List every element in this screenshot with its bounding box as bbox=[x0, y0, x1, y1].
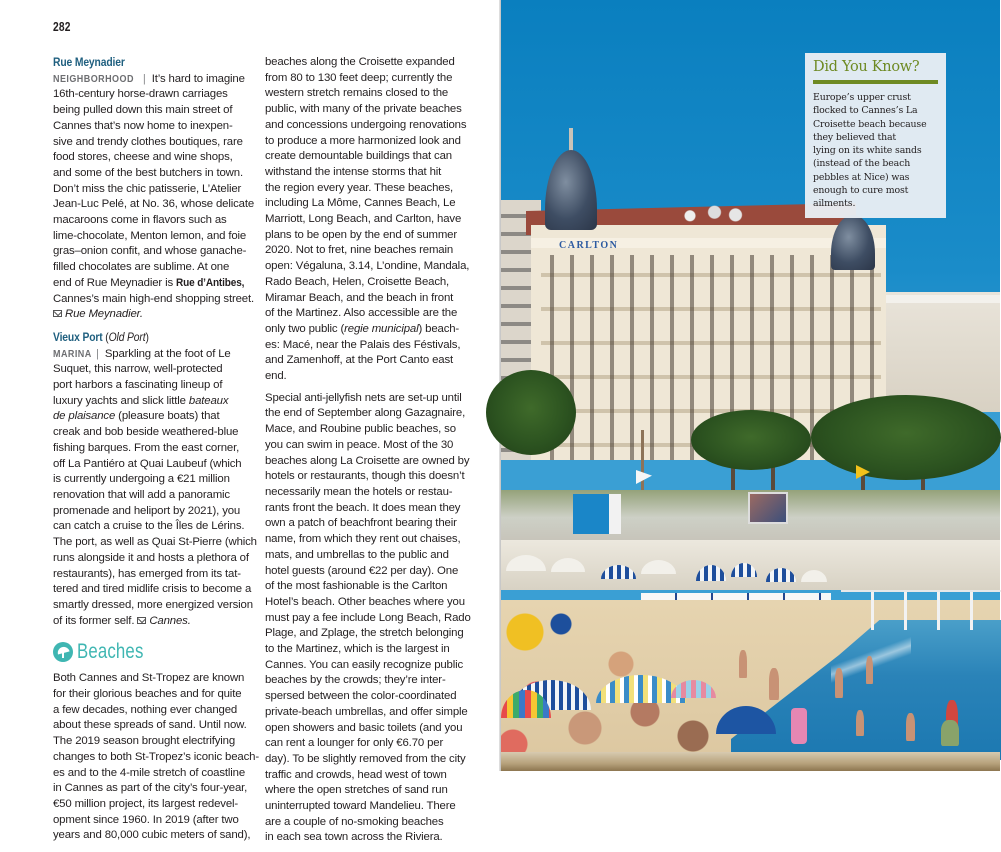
distant-building-roof bbox=[886, 295, 1000, 303]
dyk-line: Europe’s upper crust bbox=[813, 92, 911, 103]
beaches-paragraph-2 bbox=[265, 391, 470, 846]
beaches-paragraph-1 bbox=[265, 55, 470, 385]
white-flag bbox=[636, 470, 652, 484]
body-line: renovation that will add a panoramic bbox=[53, 488, 230, 501]
dyk-line: enough to cure most bbox=[813, 185, 909, 197]
body-line: end. bbox=[265, 370, 287, 383]
body-line: spersed between the color-coordinated bbox=[265, 690, 457, 703]
dyk-line: they believed that bbox=[813, 131, 897, 143]
seawall bbox=[501, 752, 1000, 771]
body-line: being pulled down this main street of bbox=[53, 104, 233, 117]
body-line: own a patch of beachfront bearing their bbox=[265, 517, 457, 530]
body-line: changes to both St-Tropez’s iconic beach- bbox=[53, 750, 259, 763]
dyk-line: (instead of the beach bbox=[813, 158, 911, 170]
body-line: food stores, cheese and wine shops, bbox=[53, 151, 233, 164]
body-text: It’s hard to imagine bbox=[151, 72, 245, 85]
body-line: where the open stretches of sand run bbox=[265, 784, 448, 797]
body-line: Cannes. You can easily recognize public bbox=[265, 658, 464, 671]
body-line: off La Pantiéro at Quai Laubeuf (which bbox=[53, 457, 242, 470]
text-column-2 bbox=[265, 55, 470, 852]
body-line: Plage, and Zplage, the stretch belonging bbox=[265, 627, 464, 640]
body-line: create demountable buildings that can bbox=[265, 150, 452, 163]
stroller bbox=[791, 708, 807, 744]
body-line: including La Môme, Cannes Beach, Le bbox=[265, 197, 456, 210]
body-line: name, from which they rent out chaises, bbox=[265, 533, 461, 546]
body-line: rants front the beach. It does mean they bbox=[265, 501, 461, 514]
body-line: Miramar Beach, and the beach in front bbox=[265, 291, 454, 304]
address-text: Cannes. bbox=[149, 614, 191, 627]
section-heading-beaches bbox=[53, 639, 258, 665]
entry-title bbox=[53, 330, 149, 346]
beach-umbrella-icon bbox=[53, 642, 73, 662]
italic-term: bateaux bbox=[188, 394, 229, 407]
category-label: NEIGHBORHOOD bbox=[53, 73, 134, 85]
body-line: 2020. Not to fret, nine beaches remain bbox=[265, 244, 454, 257]
body-line: can rent a lounger for only €6.70 per bbox=[265, 737, 444, 750]
body-line: is currently undergoing a €21 million bbox=[53, 473, 230, 486]
body-line: 16th-century horse-drawn carriages bbox=[53, 88, 228, 101]
body-line: smartly dressed, more energized version bbox=[53, 598, 253, 611]
body-text: ) beach- bbox=[418, 322, 460, 335]
dyk-line: lying on its white sands bbox=[813, 145, 922, 157]
body-line: in Cannes as part of the city’s four-year, bbox=[53, 782, 248, 795]
body-line: day). To be slightly removed from the city bbox=[265, 752, 466, 765]
separator: | bbox=[142, 72, 146, 85]
body-line: open showers and basic toilets (and you bbox=[265, 721, 463, 734]
separator: | bbox=[96, 347, 99, 360]
body-line: Mace, and Roubine public beaches, so bbox=[265, 423, 456, 436]
body-text: luxury yachts and slick little bbox=[53, 394, 189, 407]
body-line: Jean-Luc Pelé, at No. 36, whose delicate bbox=[53, 198, 255, 211]
body-text: Sparkling at the foot of Le bbox=[104, 347, 231, 360]
section-title: Beaches bbox=[77, 640, 144, 664]
body-line: a few decades, nothing ever changed bbox=[53, 703, 238, 716]
body-text: (pleasure boats) that bbox=[115, 410, 220, 423]
body-line: Suquet, this narrow, well-protected bbox=[53, 363, 223, 376]
body-line: and Zamenhoff, at the Port Canto east bbox=[265, 354, 454, 367]
beachgoer bbox=[835, 668, 843, 698]
body-line: es and to the 4-mile stretch of coastline bbox=[53, 766, 246, 779]
body-line: withstand the intense storms that hit bbox=[265, 165, 442, 178]
body-line: the end of September along Gazagnaire, bbox=[265, 407, 466, 420]
hotel-dome-left bbox=[545, 150, 597, 230]
body-line: you can swim in peace. Most of the 30 bbox=[265, 438, 454, 451]
body-line: runs alongside it and hosts a plethora of bbox=[53, 551, 249, 564]
left-page bbox=[0, 0, 500, 844]
body-line: fishing barques. From the east corner, bbox=[53, 441, 240, 454]
body-line: beaches along La Croisette are owned by bbox=[265, 454, 470, 467]
body-line: Cannes’s main high-end shopping street. bbox=[53, 292, 255, 305]
body-line: mats, and umbrellas to the public and bbox=[265, 548, 449, 561]
body-line: must pay a fee include Long Beach, Rado bbox=[265, 611, 471, 624]
body-text: end of Rue Meynadier is bbox=[53, 276, 177, 289]
body-line: restaurants), has emerged from its tat- bbox=[53, 567, 241, 580]
body-line: can catch a cruise to the Îles de Lérins. bbox=[53, 520, 245, 533]
body-line: hotels or restaurants, though this doesn’t bbox=[265, 470, 465, 483]
body-text: of its former self. bbox=[53, 614, 138, 627]
body-line: The port, as well as Quai St-Pierre (which bbox=[53, 536, 257, 549]
body-line: Special anti-jellyfish nets are set-up until bbox=[265, 391, 462, 404]
pine-tree bbox=[691, 410, 811, 470]
did-you-know-title: Did You Know? bbox=[813, 59, 920, 75]
page-number: 282 bbox=[53, 20, 71, 34]
entry-rue-meynadier bbox=[53, 55, 258, 323]
body-line: Cannes that’s now home to inexpen- bbox=[53, 119, 233, 132]
billboard bbox=[573, 494, 621, 534]
body-line: Rado Beach, Helen, Croisette Beach, bbox=[265, 275, 450, 288]
pier bbox=[841, 590, 1001, 630]
body-line: macaroons come in flavors such as bbox=[53, 214, 227, 227]
title-rule bbox=[813, 80, 938, 84]
body-line: about these spreads of sand. Until now. bbox=[53, 719, 247, 732]
body-line: lime-chocolate, Menton lemon, and foie bbox=[53, 229, 247, 242]
body-line: to produce a more harmonized look and bbox=[265, 134, 461, 147]
dyk-line: pebbles at Nice) was bbox=[813, 171, 910, 183]
beachgoer bbox=[906, 713, 915, 741]
body-line: uninterrupted toward Mandelieu. There bbox=[265, 800, 456, 813]
did-you-know-box bbox=[805, 53, 946, 218]
body-line: and concessions undergoing renovations bbox=[265, 118, 467, 131]
address-icon bbox=[137, 617, 146, 624]
body-line: in each sea town across the Riviera. bbox=[265, 831, 443, 844]
body-line: the region every year. These beaches, bbox=[265, 181, 454, 194]
address-icon bbox=[53, 310, 62, 317]
body-line: Hotel’s beach. Other beaches where you bbox=[265, 595, 465, 608]
entry-title-translation: (Old Port) bbox=[105, 329, 149, 344]
pine-tree bbox=[486, 370, 576, 455]
body-line: opment since 1960. In 2019 (after two bbox=[53, 813, 239, 826]
body-line: hotel guests (around €22 per day). One bbox=[265, 564, 459, 577]
address-text: Rue Meynadier. bbox=[65, 308, 143, 321]
entry-vieux-port bbox=[53, 330, 258, 629]
bold-street-name: Rue d’Antibes, bbox=[176, 276, 245, 289]
body-line: of the Martinez. Also accessible are the bbox=[265, 307, 458, 320]
body-line: promenade and heliport by 2021), you bbox=[53, 504, 241, 517]
body-line: private-beach umbrellas, and offer simple bbox=[265, 705, 468, 718]
pine-tree bbox=[811, 395, 1001, 480]
dyk-line: ailments. bbox=[813, 198, 856, 210]
body-line: filled chocolates are sublime. At one bbox=[53, 261, 230, 274]
italic-term: regie municipal bbox=[344, 322, 419, 335]
body-line: es: Macé, near the Palais des Féstivals, bbox=[265, 338, 461, 351]
body-line: western stretch remains closed to the bbox=[265, 87, 449, 100]
body-line: years and 80,000 cubic meters of sand), bbox=[53, 829, 251, 842]
hotel-sign: CARLTON bbox=[559, 240, 619, 251]
body-line: public, with many of the private beaches bbox=[265, 103, 462, 116]
body-text: only two public ( bbox=[265, 322, 345, 335]
body-line: gras–onion confit, and whose ganache- bbox=[53, 245, 247, 258]
distant-building bbox=[881, 292, 1000, 412]
beachgoer bbox=[866, 656, 873, 684]
body-line: port harbors a fascinating lineup of bbox=[53, 379, 223, 392]
body-line: plans to be open by the end of summer bbox=[265, 228, 458, 241]
entry-title: Rue Meynadier bbox=[53, 55, 125, 69]
italic-term: de plaisance bbox=[53, 410, 116, 423]
body-line: open: Végaluna, 3.14, L’ondine, Mandala, bbox=[265, 260, 470, 273]
did-you-know-text bbox=[813, 91, 938, 211]
dyk-line: Croisette beach because bbox=[813, 118, 927, 130]
beaches-intro-paragraph bbox=[53, 671, 258, 844]
beachgoer bbox=[769, 668, 779, 700]
body-line: from 80 to 130 feet deep; currently the bbox=[265, 71, 453, 84]
beachgoer bbox=[739, 650, 747, 678]
body-line: beaches along the Croisette expanded bbox=[265, 56, 455, 68]
body-line: €50 million project, its largest redevel- bbox=[53, 797, 239, 810]
dyk-line: flocked to Cannes’s La bbox=[813, 105, 918, 117]
body-line: creak and bob beside weathered-blue bbox=[53, 426, 239, 439]
body-line: tered and tired midlife crisis to become a bbox=[53, 583, 252, 596]
body-line: necessarily mean the hotels or restau- bbox=[265, 485, 453, 498]
body-line: Don’t miss the chic patisserie, L’Atelier bbox=[53, 182, 242, 195]
body-line: beaches by the crowds; they’re inter- bbox=[265, 674, 446, 687]
body-line: to the Martinez, which is the largest in bbox=[265, 643, 450, 656]
body-line: Marriott, Long Beach, and Carlton, have bbox=[265, 213, 462, 226]
category-label: MARINA bbox=[53, 348, 92, 360]
body-line: for their glorious beaches and for quite bbox=[53, 688, 242, 701]
body-line: The 2019 season brought electrifying bbox=[53, 735, 236, 748]
poster bbox=[748, 492, 788, 524]
text-column-1 bbox=[53, 55, 258, 850]
body-line: traffic and crowds, head west of town bbox=[265, 768, 447, 781]
body-line: Both Cannes and St-Tropez are known bbox=[53, 672, 245, 685]
body-line: and some of the best butchers in town. bbox=[53, 166, 243, 179]
entry-title-text: Vieux Port bbox=[53, 329, 103, 344]
body-line: are a couple of no-smoking beaches bbox=[265, 815, 444, 828]
beachgoer bbox=[941, 720, 959, 746]
body-line: sive and trendy clothes boutiques, rare bbox=[53, 135, 243, 148]
beachgoer bbox=[856, 710, 864, 736]
body-line: of the most fashionable is the Carlton bbox=[265, 580, 448, 593]
satellite-dishes bbox=[676, 205, 746, 223]
